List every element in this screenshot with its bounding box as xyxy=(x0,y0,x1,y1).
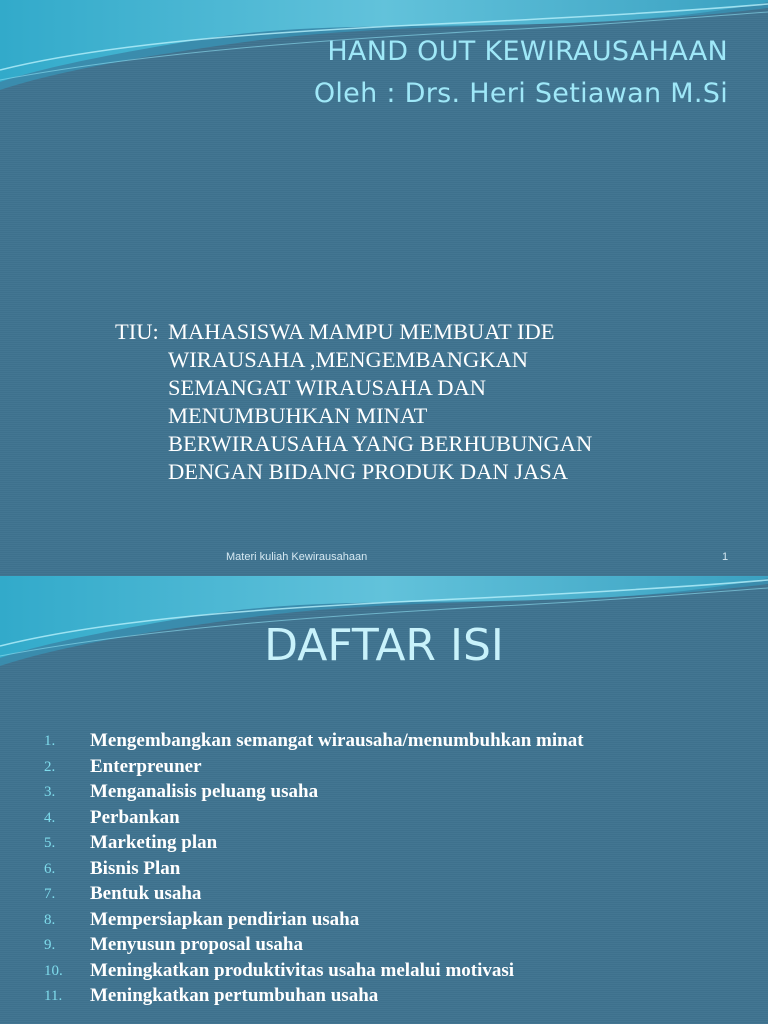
toc-item-label: Menyusun proposal usaha xyxy=(90,934,303,955)
toc-item-label: Marketing plan xyxy=(90,832,218,853)
tiu-text xyxy=(168,318,592,486)
toc-item-label: Enterpreuner xyxy=(90,755,202,777)
toc-item-number: 10. xyxy=(44,962,63,979)
toc-item-label: Meningkatkan pertumbuhan usaha xyxy=(90,985,379,1006)
tiu-prefix: TIU: xyxy=(115,319,159,344)
toc-item-label: Mengembangkan semangat wirausaha/menumbuhkan minat xyxy=(90,730,584,751)
toc-item-number: 9. xyxy=(44,937,56,953)
toc-item-number: 3. xyxy=(44,784,56,800)
toc-item-number: 8. xyxy=(44,911,56,928)
toc-item-label: Mempersiapkan pendirian usaha xyxy=(90,908,360,930)
toc-item-label: Bisnis Plan xyxy=(90,857,181,879)
tiu-line: MENUMBUHKAN MINAT xyxy=(168,403,428,428)
slide-footer-text: Materi kuliah Kewirausahaan xyxy=(226,551,368,563)
toc-item-label: Perbankan xyxy=(90,806,180,828)
toc-item-label: Bentuk usaha xyxy=(90,883,202,904)
toc-item-number: 5. xyxy=(44,835,56,851)
slide-title-line-2: Oleh : Drs. Heri Setiawan M.Si xyxy=(313,78,728,109)
slide-title-line-1: HAND OUT KEWIRAUSAHAAN xyxy=(327,36,728,67)
tiu-line: SEMANGAT WIRAUSAHA DAN xyxy=(168,375,486,400)
toc-item-label: Meningkatkan produktivitas usaha melalui motivasi xyxy=(90,959,515,981)
toc-title: DAFTAR ISI xyxy=(264,620,504,671)
tiu-line: WIRAUSAHA ,MENGEMBANGKAN xyxy=(168,347,528,372)
toc-item-number: 7. xyxy=(44,886,56,902)
tiu-line: MAHASISWA MAMPU MEMBUAT IDE xyxy=(168,319,555,344)
slide-number: 1 xyxy=(722,551,729,563)
toc-item-label: Menganalisis peluang usaha xyxy=(90,781,319,802)
toc-item-number: 11. xyxy=(44,988,63,1004)
toc-item-number: 2. xyxy=(44,758,56,775)
tiu-line: DENGAN BIDANG PRODUK DAN JASA xyxy=(168,459,569,484)
toc-item-number: 1. xyxy=(44,733,56,749)
toc-item-number: 6. xyxy=(44,860,56,877)
toc-item-number: 4. xyxy=(44,809,56,826)
tiu-line: BERWIRAUSAHA YANG BERHUBUNGAN xyxy=(168,431,593,456)
